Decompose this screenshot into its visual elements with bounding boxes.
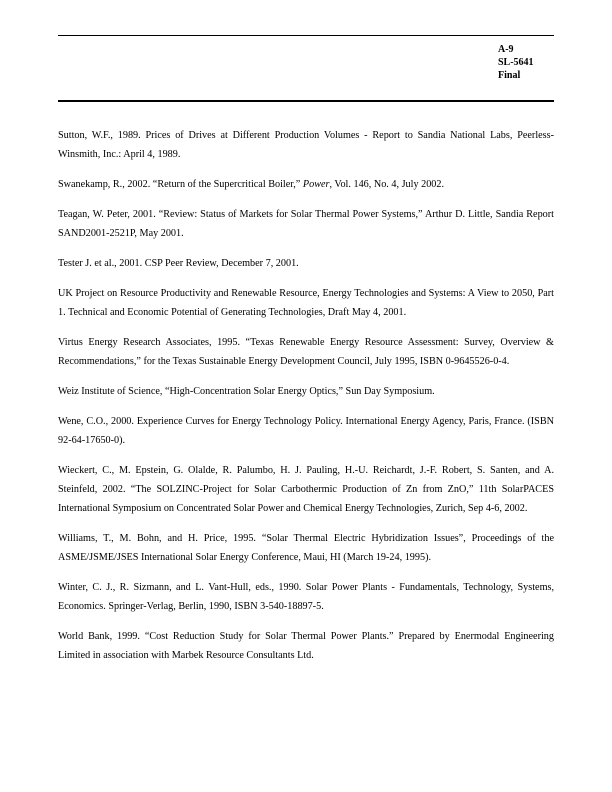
report-number: SL-5641 [498,57,534,68]
reference-sutton: Sutton, W.F., 1989. Prices of Drives at Different Production Volumes - Report to Sandia National Labs, Peerless-Winsmith, Inc.: April 4, 1989. [58,130,554,160]
reference-teagan: Teagan, W. Peter, 2001. “Review: Status of Markets for Solar Thermal Power Systems,” Arthur D. Little, Sandia Report SAND2001-2521P, May 2001. [58,209,554,239]
header-top-rule [58,35,554,36]
page-header-block [498,43,534,82]
reference-swanekamp-journal: Power [302,179,330,190]
reference-weiz: Weiz Institute of Science, “High-Concentration Solar Energy Optics,” Sun Day Symposium. [58,386,435,397]
reference-tester: Tester J. et al., 2001. CSP Peer Review, December 7, 2001. [58,258,299,269]
reference-uk-project: UK Project on Resource Productivity and Renewable Resource, Energy Technologies and Systems: A View to 2050, Part 1. Technical and Economic Potential of Generating Technologies, Draft May 4, 2001. [58,288,554,318]
reference-wieckert: Wieckert, C., M. Epstein, G. Olalde, R. Palumbo, H. J. Pauling, H.-U. Reichardt, J.-F. Robert, S. Santen, and A. Steinfeld, 2002. “The SOLZINC-Project for Solar Carbothermic Production of Zn from ZnO,” 11th SolarPACES International Symposium on Concentrated Solar Power and Chemical Energy Technologies, Zurich, Sep 4-6, 2002. [58,465,554,514]
reference-swanekamp-lead: Swanekamp, R., 2002. “Return of the Supercritical Boiler,” [58,179,303,190]
header-bottom-rule [58,100,554,102]
reference-swanekamp-tail: , Vol. 146, No. 4, July 2002. [329,179,445,190]
reference-world-bank: World Bank, 1999. “Cost Reduction Study for Solar Thermal Power Plants.” Prepared by Enermodal Engineering Limited in association with Marbek Resource Consultants Ltd. [58,631,554,661]
reference-wene: Wene, C.O., 2000. Experience Curves for Energy Technology Policy. International Energy Agency, Paris, France. (ISBN 92-64-17650-0). [58,416,554,446]
page-number: A-9 [498,44,514,55]
reference-winter: Winter, C. J., R. Sizmann, and L. Vant-Hull, eds., 1990. Solar Power Plants - Fundamentals, Technology, Systems, Economics. Springer-Verlag, Berlin, 1990, ISBN 3-540-18897-5. [58,582,554,612]
report-status: Final [498,70,521,81]
reference-virtus: Virtus Energy Research Associates, 1995. “Texas Renewable Energy Resource Assessment: Survey, Overview & Recommendations,” for the Texas Sustainable Energy Development Council, July 1995, ISBN 0-9645526-0-4. [58,337,554,367]
reference-swanekamp [58,175,554,194]
reference-williams: Williams, T., M. Bohn, and H. Price, 1995. “Solar Thermal Electric Hybridization Issues”, Proceedings of the ASME/JSME/JSES International Solar Energy Conference, Maui, HI (March 19-24, 1995). [58,533,554,563]
reference-list [58,126,554,676]
